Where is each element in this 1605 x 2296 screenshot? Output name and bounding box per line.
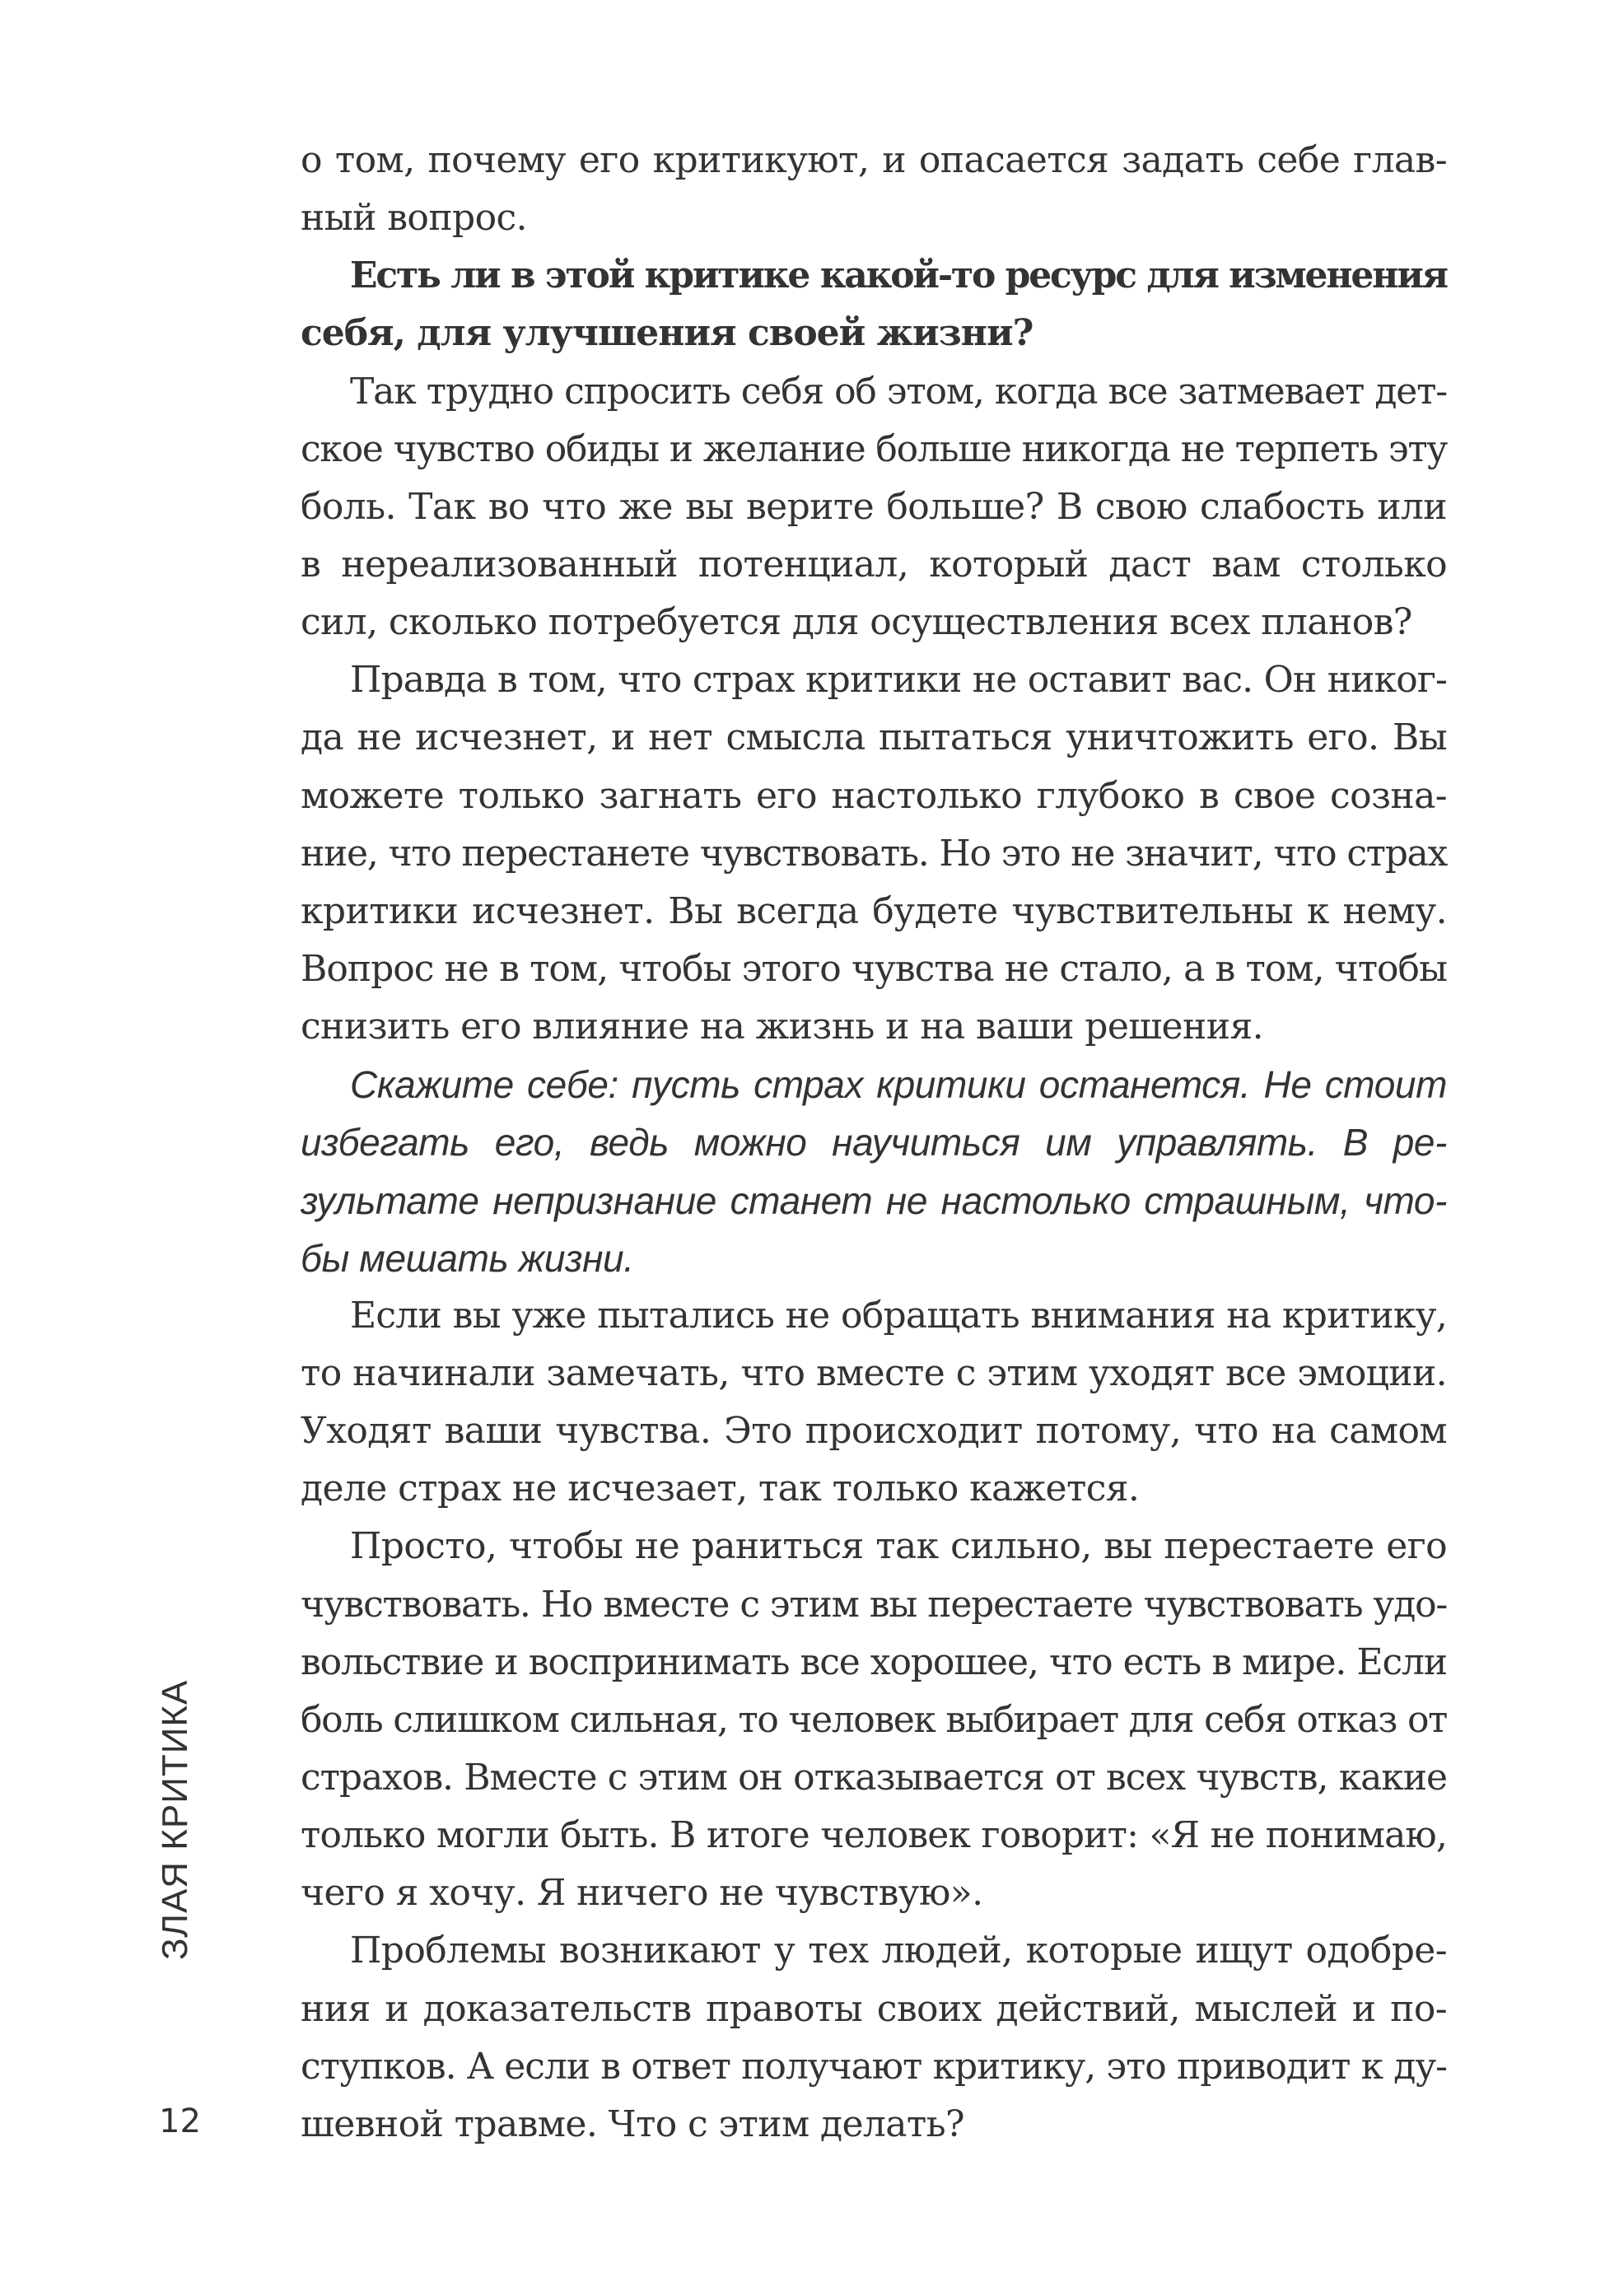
paragraph	[301, 651, 1447, 1056]
text-line: ный вопрос.	[301, 197, 527, 240]
paragraph	[301, 132, 1447, 247]
text-line: боль слишком сильная, то человек выбирает для себя отказ от	[301, 1698, 1447, 1741]
paragraph	[301, 1287, 1447, 1519]
italic-affirmation-paragraph	[301, 1056, 1447, 1287]
body-text	[301, 132, 1447, 2154]
text-line: Просто, чтобы не раниться так сильно, вы перестаете его	[350, 1525, 1447, 1568]
text-line: да не исчезнет, и нет смысла пытаться уничтожить его. Вы	[301, 716, 1447, 759]
text-line: можете только загнать его настолько глубоко в свое созна-	[301, 774, 1447, 817]
text-line: сил, сколько потребуется для осуществления всех планов?	[301, 601, 1412, 644]
text-line: Вопрос не в том, чтобы этого чувства не стало, а в том, чтобы	[301, 947, 1447, 990]
text-line: то начинали замечать, что вместе с этим уходят все эмоции.	[301, 1351, 1447, 1394]
text-line: Скажите себе: пусть страх критики останется. Не стоит	[350, 1063, 1447, 1107]
text-line: чувствовать. Но вместе с этим вы перестаете чувствовать удо-	[301, 1583, 1447, 1626]
text-line: чего я хочу. Я ничего не чувствую».	[301, 1872, 983, 1915]
text-line: Если вы уже пытались не обращать внимания на критику,	[350, 1294, 1447, 1337]
text-line: избегать его, ведь можно научиться им управлять. В ре-	[301, 1121, 1447, 1164]
text-line: зультате непризнание станет не настолько страшным, что-	[301, 1178, 1447, 1222]
paragraph	[301, 1518, 1447, 1922]
text-line: бы мешать жизни.	[301, 1236, 634, 1280]
text-line: в нереализованный потенциал, который даст вам столько	[301, 543, 1447, 586]
text-line: ния и доказательств правоты своих действий, мыслей и по-	[301, 1987, 1447, 2030]
running-head: ЗЛАЯ КРИТИКА	[155, 1679, 195, 1960]
paragraph	[301, 363, 1447, 652]
text-line: о том, почему его критикуют, и опасается задать себе глав-	[301, 139, 1447, 181]
text-line: только могли быть. В итоге человек говорит: «Я не понимаю,	[301, 1814, 1447, 1857]
text-line: критики исчезнет. Вы всегда будете чувствительны к нему.	[301, 889, 1447, 932]
text-line: страхов. Вместе с этим он отказывается от всех чувств, какие	[301, 1756, 1447, 1799]
bold-question-paragraph	[301, 247, 1447, 362]
text-line: Уходят ваши чувства. Это происходит потому, что на самом	[301, 1410, 1447, 1453]
text-line: шевной травме. Что с этим делать?	[301, 2102, 964, 2145]
text-line: снизить его влияние на жизнь и на ваши решения.	[301, 1006, 1263, 1048]
text-line: вольствие и воспринимать все хорошее, что есть в мире. Если	[301, 1640, 1447, 1683]
text-line: ние, что перестанете чувствовать. Но это не значит, что страх	[301, 832, 1447, 875]
text-line: Проблемы возникают у тех людей, которые ищут одобре-	[350, 1930, 1447, 1972]
text-line: деле страх не исчезает, так только кажется.	[301, 1468, 1140, 1510]
text-line: Так трудно спросить себя об этом, когда все затмевает дет-	[350, 370, 1447, 413]
text-line: ское чувство обиды и желание больше никогда не терпеть эту	[301, 427, 1447, 470]
paragraph	[301, 1922, 1447, 2154]
text-line: Правда в том, что страх критики не оставит вас. Он никог-	[350, 659, 1447, 702]
text-line: себя, для улучшения своей жизни?	[301, 312, 1033, 355]
text-line: боль. Так во что же вы верите больше? В свою слабость или	[301, 485, 1447, 528]
text-line: Есть ли в этой критике какой-то ресурс для изменения	[350, 254, 1447, 297]
page-number: 12	[159, 2102, 201, 2140]
text-line: ступков. А если в ответ получают критику, это приводит к ду-	[301, 2045, 1447, 2088]
